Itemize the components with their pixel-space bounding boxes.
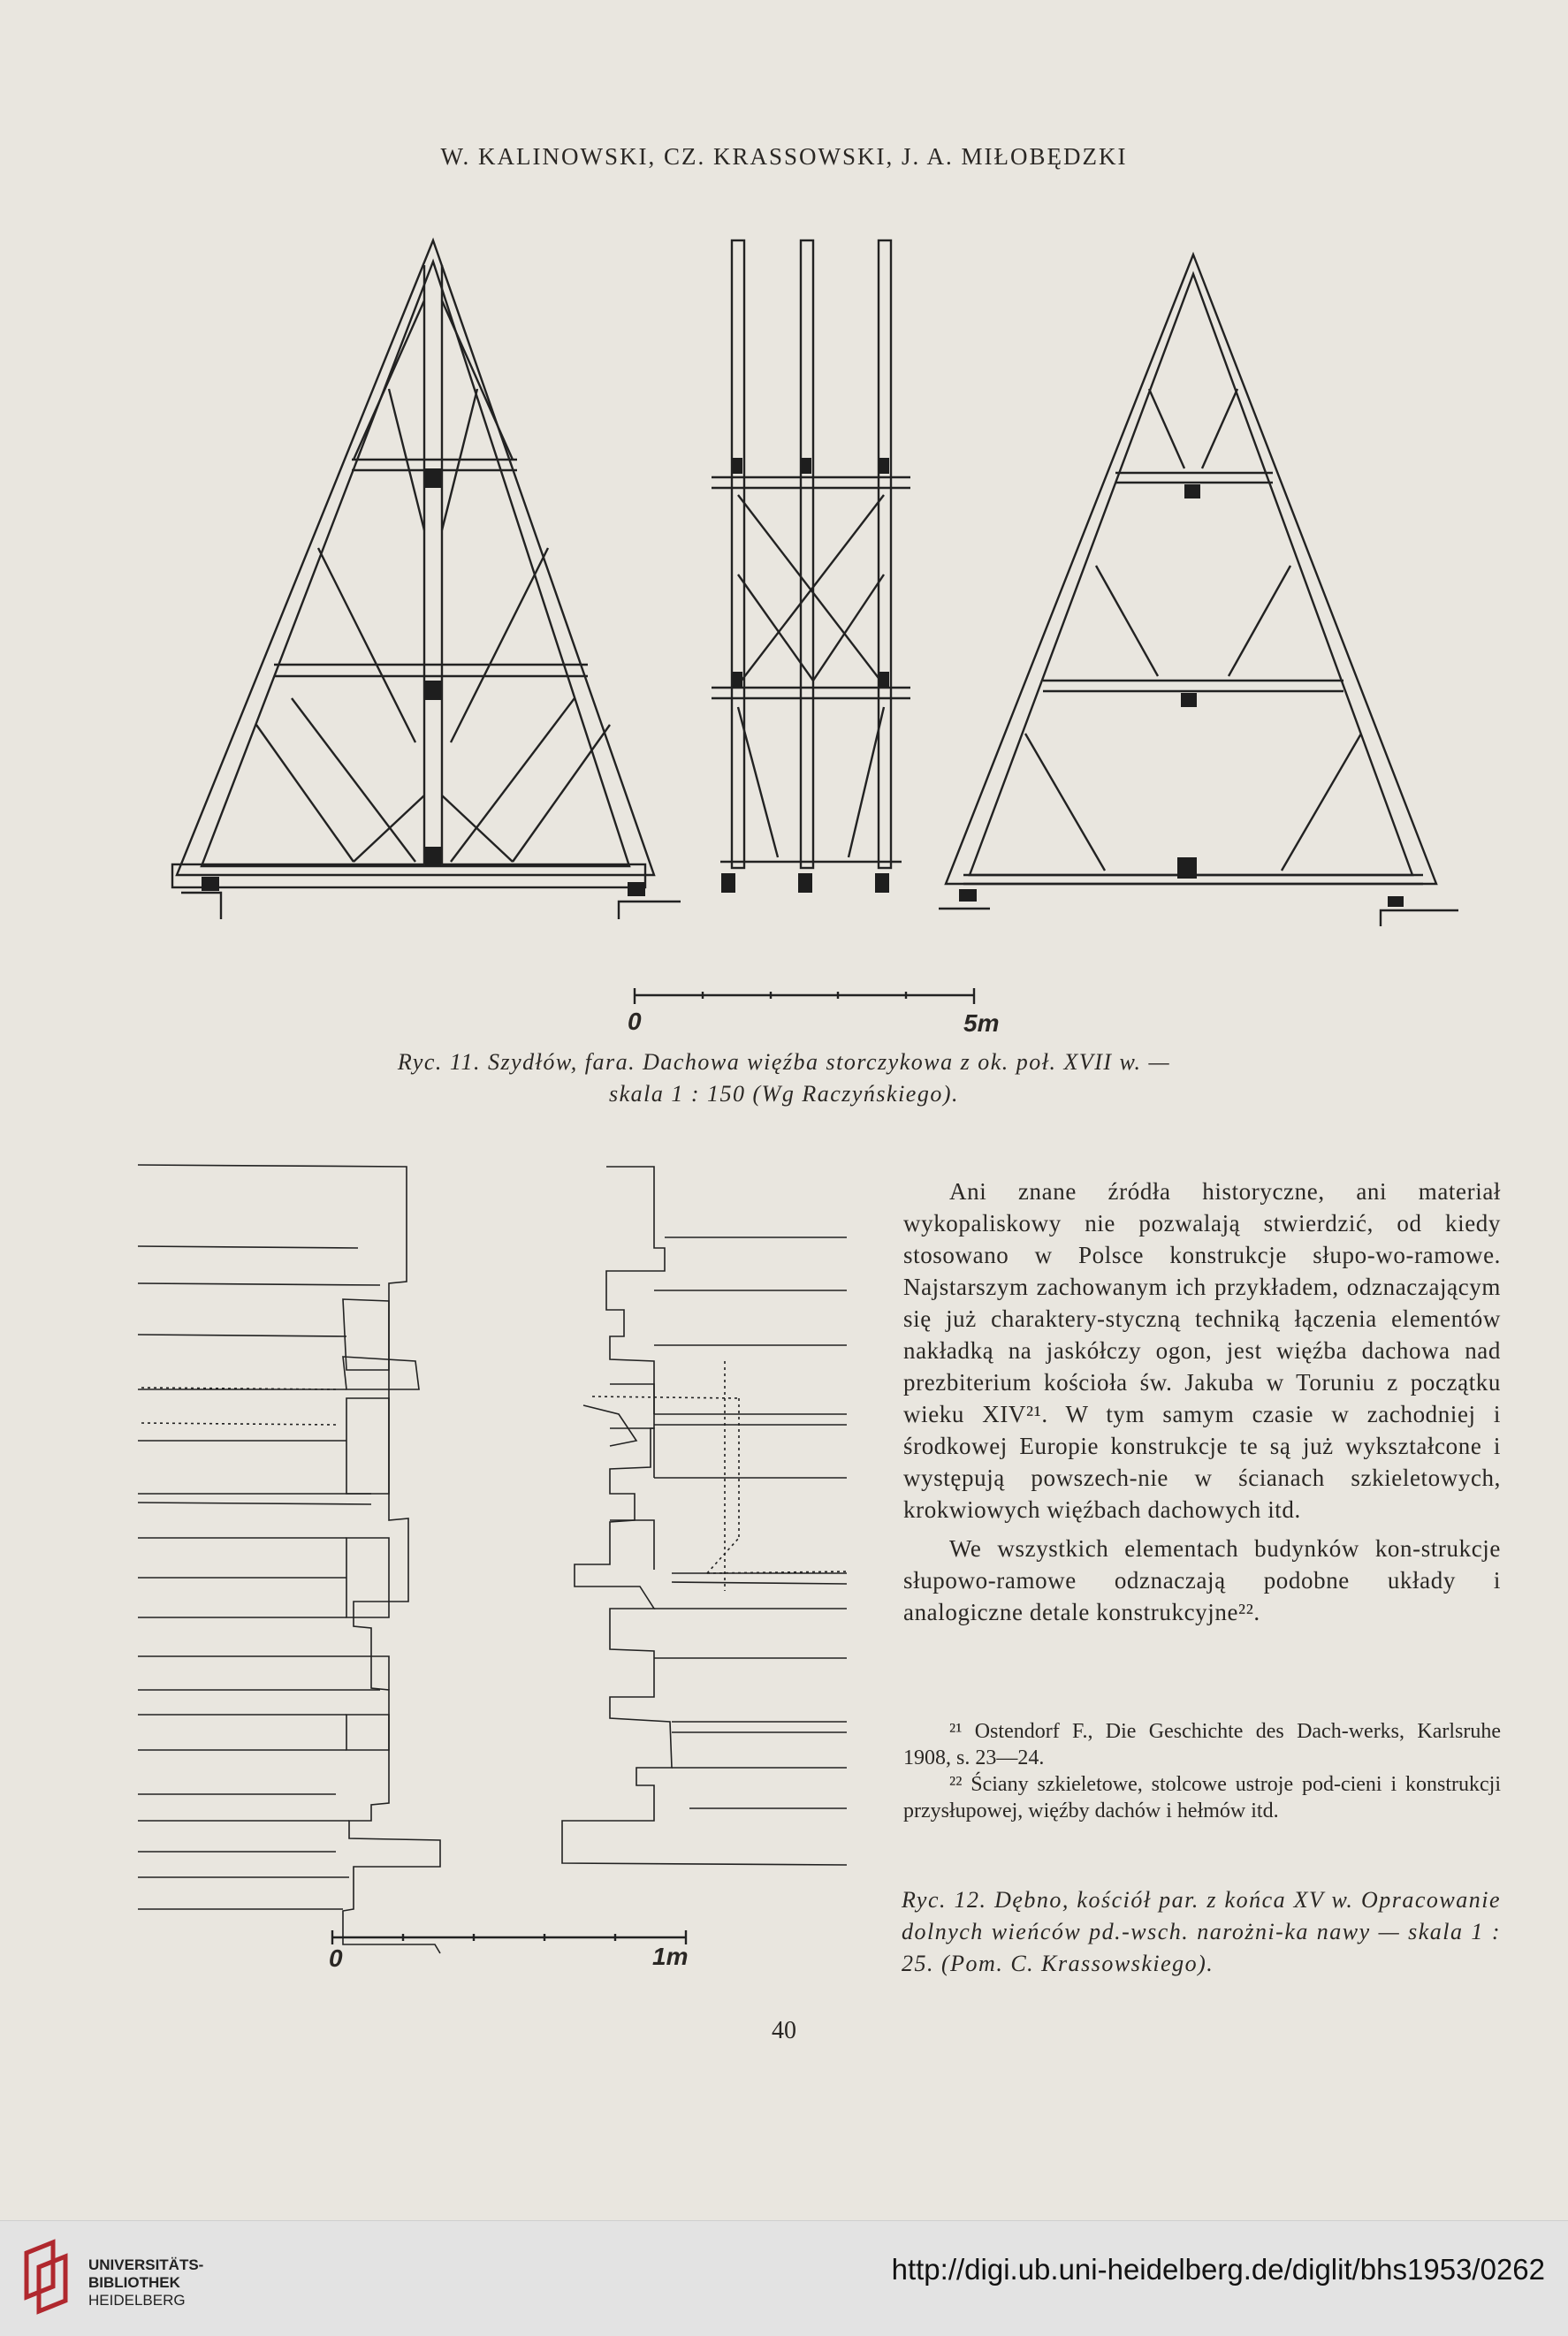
body-paragraph-1: Ani znane źródła historyczne, ani materiał wykopaliskowy nie pozwalają stwierdzić, od kiedy stosowano w Polsce konstrukcje słupo-wo-ramowe. Najstarszym zachowanym ich przykładem, odznaczającym się już charaktery-styczną techniką łączenia elementów nakładką na jaskółczy ogon, jest więźba dachowa nad prezbiterium kościoła św. Jakuba w Toruniu z początku wieku XIV²¹. W tym samym czasie w zachodniej i środkowej Europie konstrukcje te są już wykształcone i występują powszech-nie w ścianach szkieletowych, krokwiowych więźbach dachowych itd.	[903, 1178, 1501, 1523]
university-library-logo-icon	[19, 2237, 76, 2322]
figure-11-caption-line2: skala 1 : 150 (Wg Raczyńskiego).	[608, 1081, 960, 1107]
permalink-url[interactable]: http://digi.ub.uni-heidelberg.de/diglit/bhs1953/0262	[891, 2253, 1545, 2286]
footnote-21: ²¹ Ostendorf F., Die Geschichte des Dach-werks, Karlsruhe 1908, s. 23—24.	[903, 1720, 1501, 1769]
library-name-line1: UNIVERSITÄTS-	[88, 2256, 204, 2273]
figure-12-caption: Ryc. 12. Dębno, kościół par. z końca XV w. Opracowanie dolnych wieńców pd.-wsch. narożni-ka nawy — skala 1 : 25. (Pom. C. Krassowskiego).	[902, 1887, 1501, 1976]
figure-11-caption	[265, 1046, 1303, 1110]
scale-bar-5m-end: 5m	[963, 1009, 1000, 1037]
dotted-outline-left-2	[141, 1423, 336, 1425]
log-wall-left-drawing	[138, 1165, 440, 1953]
body-text	[903, 1176, 1501, 1628]
scale-bar-1m-end: 1m	[652, 1943, 689, 1970]
truss-right-drawing	[939, 255, 1458, 926]
truss-side-elevation-drawing	[712, 240, 910, 893]
viewer-footer	[0, 2220, 1568, 2336]
log-wall-right-drawing	[562, 1167, 847, 1865]
truss-left-drawing	[172, 240, 681, 919]
library-name	[88, 2256, 203, 2309]
scale-bar-1m-start: 0	[329, 1944, 343, 1972]
figure-11-roof-trusses	[0, 0, 1568, 1061]
body-paragraph-2: We wszystkich elementach budynków kon-strukcje słupowo-ramowe odznaczają podobne układy i analogiczne detale konstrukcyjne²².	[903, 1535, 1501, 1625]
running-head: W. KALINOWSKI, CZ. KRASSOWSKI, J. A. MIŁOBĘDZKI	[440, 143, 1128, 170]
scale-bar-5m-start: 0	[628, 1008, 642, 1035]
figure-11-caption-line1: Ryc. 11. Szydłów, fara. Dachowa więźba storczykowa z ok. poł. XVII w. —	[397, 1049, 1171, 1075]
page-number: 40	[772, 2017, 796, 2044]
library-name-line2: BIBLIOTHEK	[88, 2274, 180, 2291]
library-name-line3: HEIDELBERG	[88, 2292, 186, 2309]
scale-bar-5m	[635, 988, 974, 1004]
footnote-22: ²² Ściany szkieletowe, stolcowe ustroje pod-cieni i konstrukcji przysłupowej, więźby dachów i hełmów itd.	[903, 1773, 1501, 1822]
figure-12-log-corner	[0, 1149, 884, 1980]
footnotes	[903, 1718, 1501, 1824]
scale-bar-1m	[332, 1930, 686, 1944]
